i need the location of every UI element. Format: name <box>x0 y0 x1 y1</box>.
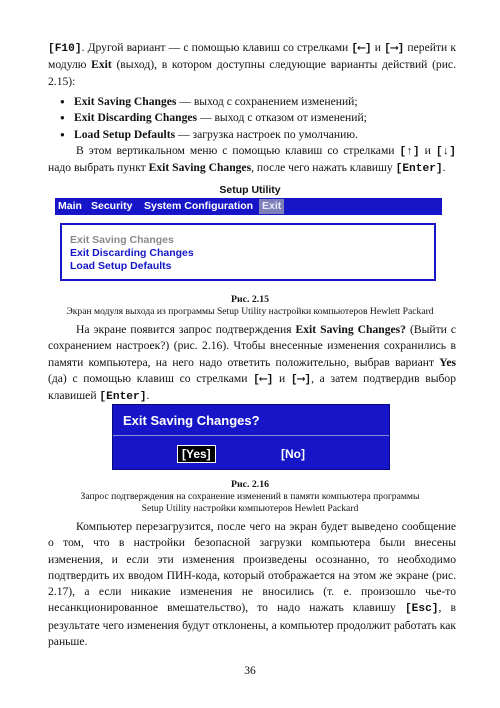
load-setup-defaults-item[interactable]: Load Setup Defaults <box>70 260 172 272</box>
exit-term: Exit <box>91 58 112 72</box>
paragraph-intro: [F10]. Другой вариант — с помощью клавиш со стрелками [⟵] и [⟶] перейти к модулю Exit (выход), в котором доступны следующие варианты действий (рис. 2.15): <box>48 41 456 88</box>
key-enter: [Enter] <box>395 163 443 176</box>
setup-utility-title: Setup Utility <box>219 184 281 196</box>
setup-menu-bar <box>55 198 442 215</box>
yes-button[interactable]: [Yes] <box>177 445 216 463</box>
key-right-arrow: [⟶] <box>384 43 405 55</box>
menu-tab-main[interactable]: Main <box>58 200 82 212</box>
key-f10: [F10] <box>48 43 82 55</box>
key-down-arrow: [↓] <box>435 146 456 158</box>
menu-tab-security[interactable]: Security <box>91 200 133 212</box>
list-item: ● Load Setup Defaults — загрузка настроек по умолчанию. <box>60 127 456 143</box>
menu-tab-exit[interactable]: Exit <box>259 199 284 214</box>
confirm-dialog <box>112 404 390 470</box>
menu-tab-system-configuration[interactable]: System Configuration <box>144 200 254 212</box>
exit-saving-changes-item[interactable]: Exit Saving Changes <box>70 234 174 246</box>
dialog-title: Exit Saving Changes? <box>123 413 260 428</box>
page-number: 36 <box>244 664 256 677</box>
figure-caption-2-15: Рис. 2.15 Экран модуля выхода из программы Setup Utility настройки компьютеров Hewlett Packard <box>66 294 434 317</box>
paragraph-select: В этом вертикальном меню с помощью клавиш со стрелками [↑] и [↓] надо выбрать пункт Exit Saving Changes, после чего нажать клавишу [Enter]. <box>48 144 456 176</box>
list-item: ● Exit Saving Changes — выход с сохранением изменений; <box>60 94 456 110</box>
key-left-arrow: [⟵] <box>351 43 372 55</box>
dialog-divider <box>113 435 389 436</box>
key-esc: [Esc] <box>404 603 439 616</box>
paragraph-reboot: Компьютер перезагрузится, после чего на экран будет выведено сообщение о том, что в настройки безопасной загрузки компьютера были внесены изменения, и если эти изменения произведены осознанно, то необходимо подтвердить их вводом ПИН-кода, который отображается на этом же экране (рис. 2.17), а если никакие изменения не вносились (т. е. произошло чье-то несанкционированное вмешательство), то надо нажать клавишу [Esc], в результате чего изменения будут отклонены, а компьютер продолжит работать как раньше. <box>48 520 457 649</box>
paragraph-confirm: На экране появится запрос подтверждения Exit Saving Changes? (Выйти с сохранением настроек?) (рис. 2.16). Чтобы внесенные изменения сохранились в памяти компьютера, на него надо ответить положительно, выбрав вариант Yes (да) с помощью клавиш со стрелками [⟵] и [⟶], а затем подтвердив выбор клавишей [Enter]. <box>48 323 456 404</box>
list-item: ● Exit Discarding Changes — выход с отказом от изменений; <box>60 110 456 126</box>
exit-options-list <box>60 94 456 143</box>
figure-caption-2-16: Рис. 2.16 Запрос подтверждения на сохранение изменений в памяти компьютера программы Setup Utility настройки компьютеров Hewlett Packard <box>80 479 420 514</box>
exit-discarding-changes-item[interactable]: Exit Discarding Changes <box>70 247 194 259</box>
key-up-arrow: [↑] <box>399 146 420 158</box>
key-enter: [Enter] <box>99 391 147 404</box>
key-right-arrow: [⟶] <box>290 373 312 386</box>
no-button[interactable]: [No] <box>281 447 305 461</box>
key-left-arrow: [⟵] <box>253 373 274 386</box>
